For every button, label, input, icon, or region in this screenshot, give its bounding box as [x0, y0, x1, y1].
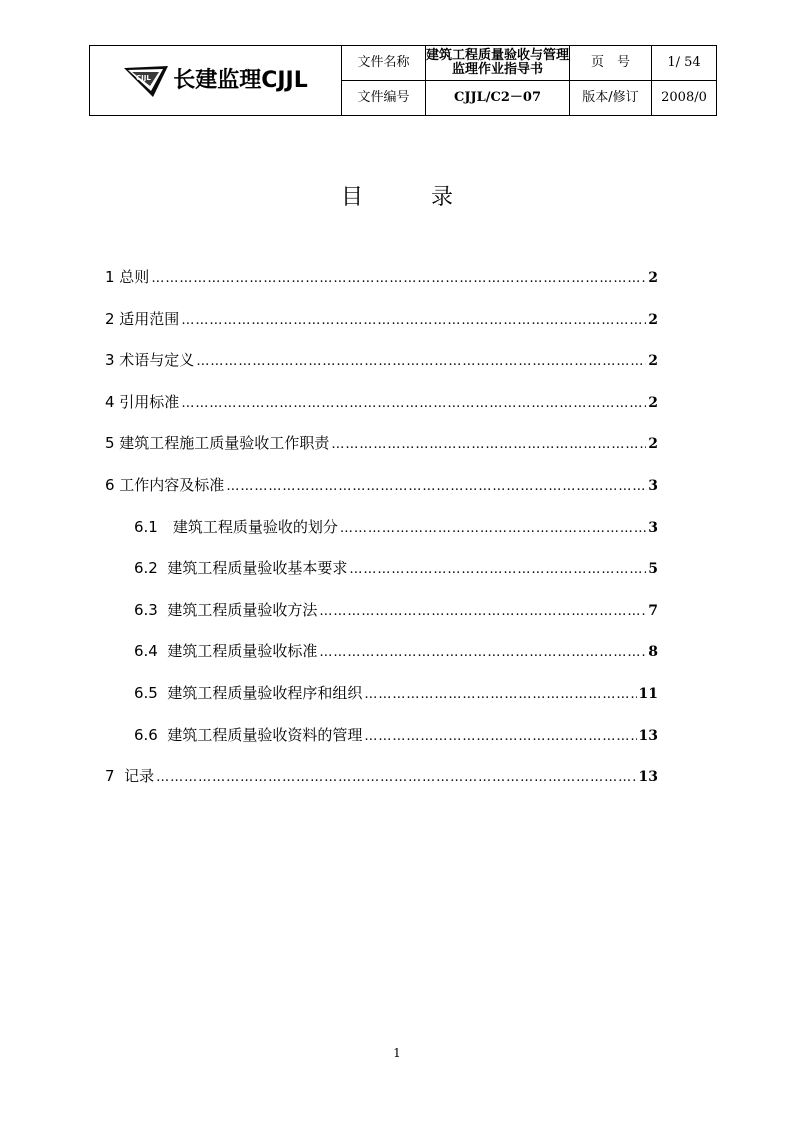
table-of-contents	[105, 266, 658, 807]
toc-leader-dots	[364, 687, 636, 702]
toc-entry-references[interactable]	[105, 391, 658, 433]
toc-leader-dots	[151, 271, 646, 286]
page-value: 1/ 54	[652, 46, 717, 81]
toc-entry-6-5[interactable]	[105, 682, 658, 724]
toc-entry-label: 6.3 建筑工程质量验收方法	[134, 600, 318, 619]
doc-name-label: 文件名称	[342, 46, 426, 81]
toc-entry-label: 1 总则	[105, 268, 150, 286]
toc-entry-scope[interactable]	[105, 308, 658, 350]
toc-leader-dots	[196, 354, 646, 369]
toc-leader-dots	[331, 437, 646, 452]
logo-text: 长建监理CJJL	[173, 67, 308, 93]
toc-entry-page: 2	[648, 436, 658, 453]
toc-title-left: 目	[340, 185, 363, 210]
toc-entry-label: 7 记录	[105, 767, 155, 786]
logo-mark-text: CJJL	[136, 73, 152, 82]
toc-entry-page: 2	[648, 311, 658, 328]
toc-entry-page: 2	[648, 270, 658, 286]
document-header-table	[89, 45, 717, 116]
toc-entry-label: 6.5 建筑工程质量验收程序和组织	[134, 683, 363, 702]
toc-leader-dots	[349, 562, 646, 577]
toc-leader-dots	[364, 729, 636, 744]
doc-code-label: 文件编号	[342, 81, 426, 116]
toc-entry-terms[interactable]	[105, 349, 658, 391]
doc-code-value: CJJL/C2－07	[426, 81, 570, 116]
company-logo	[90, 47, 341, 115]
toc-entry-page: 13	[638, 769, 658, 786]
toc-entry-page: 2	[648, 353, 658, 370]
toc-entry-6-1[interactable]	[105, 516, 658, 558]
toc-entry-6-6[interactable]	[105, 724, 658, 766]
toc-entry-page: 3	[648, 477, 658, 494]
toc-entry-page: 7	[648, 602, 658, 619]
toc-entry-page: 11	[638, 685, 658, 702]
toc-leader-dots	[181, 396, 646, 411]
toc-entry-6-3[interactable]	[105, 599, 658, 641]
toc-entry-6-4[interactable]	[105, 640, 658, 682]
toc-entry-page: 13	[638, 727, 658, 744]
toc-entry-label: 5 建筑工程施工质量验收工作职责	[105, 434, 330, 453]
toc-entry-work-content[interactable]	[105, 474, 658, 516]
page-label: 页 号	[570, 46, 652, 81]
toc-leader-dots	[340, 521, 646, 536]
toc-entry-general[interactable]	[105, 266, 658, 308]
toc-leader-dots	[181, 313, 646, 328]
logo-mark-icon	[123, 64, 169, 98]
page-number-footer: 1	[393, 1046, 401, 1060]
toc-entry-label: 2 适用范围	[105, 309, 180, 328]
toc-leader-dots	[156, 770, 636, 785]
toc-entry-label: 3 术语与定义	[105, 351, 195, 370]
version-value: 2008/0	[652, 81, 717, 116]
toc-entry-label: 6.1 建筑工程质量验收的划分	[134, 517, 338, 536]
toc-entry-page: 5	[648, 561, 658, 578]
toc-entry-page: 8	[648, 644, 658, 661]
toc-entry-label: 4 引用标准	[105, 392, 180, 411]
toc-entry-page: 3	[648, 519, 658, 536]
toc-entry-label: 6.4 建筑工程质量验收标准	[134, 642, 318, 661]
toc-leader-dots	[319, 604, 646, 619]
toc-title	[0, 180, 794, 211]
toc-title-right: 录	[431, 185, 454, 210]
doc-name-value: 建筑工程质量验收与管理监理作业指导书	[426, 46, 570, 81]
toc-entry-records[interactable]	[105, 765, 658, 807]
toc-entry-label: 6 工作内容及标准	[105, 475, 225, 494]
toc-leader-dots	[226, 479, 646, 494]
toc-leader-dots	[319, 645, 646, 660]
toc-entry-page: 2	[648, 394, 658, 411]
version-label: 版本/修订	[570, 81, 652, 116]
toc-entry-label: 6.6 建筑工程质量验收资料的管理	[134, 725, 363, 744]
logo-cell	[90, 46, 342, 116]
toc-entry-label: 6.2 建筑工程质量验收基本要求	[134, 559, 348, 578]
toc-entry-duties[interactable]	[105, 432, 658, 474]
toc-entry-6-2[interactable]	[105, 557, 658, 599]
